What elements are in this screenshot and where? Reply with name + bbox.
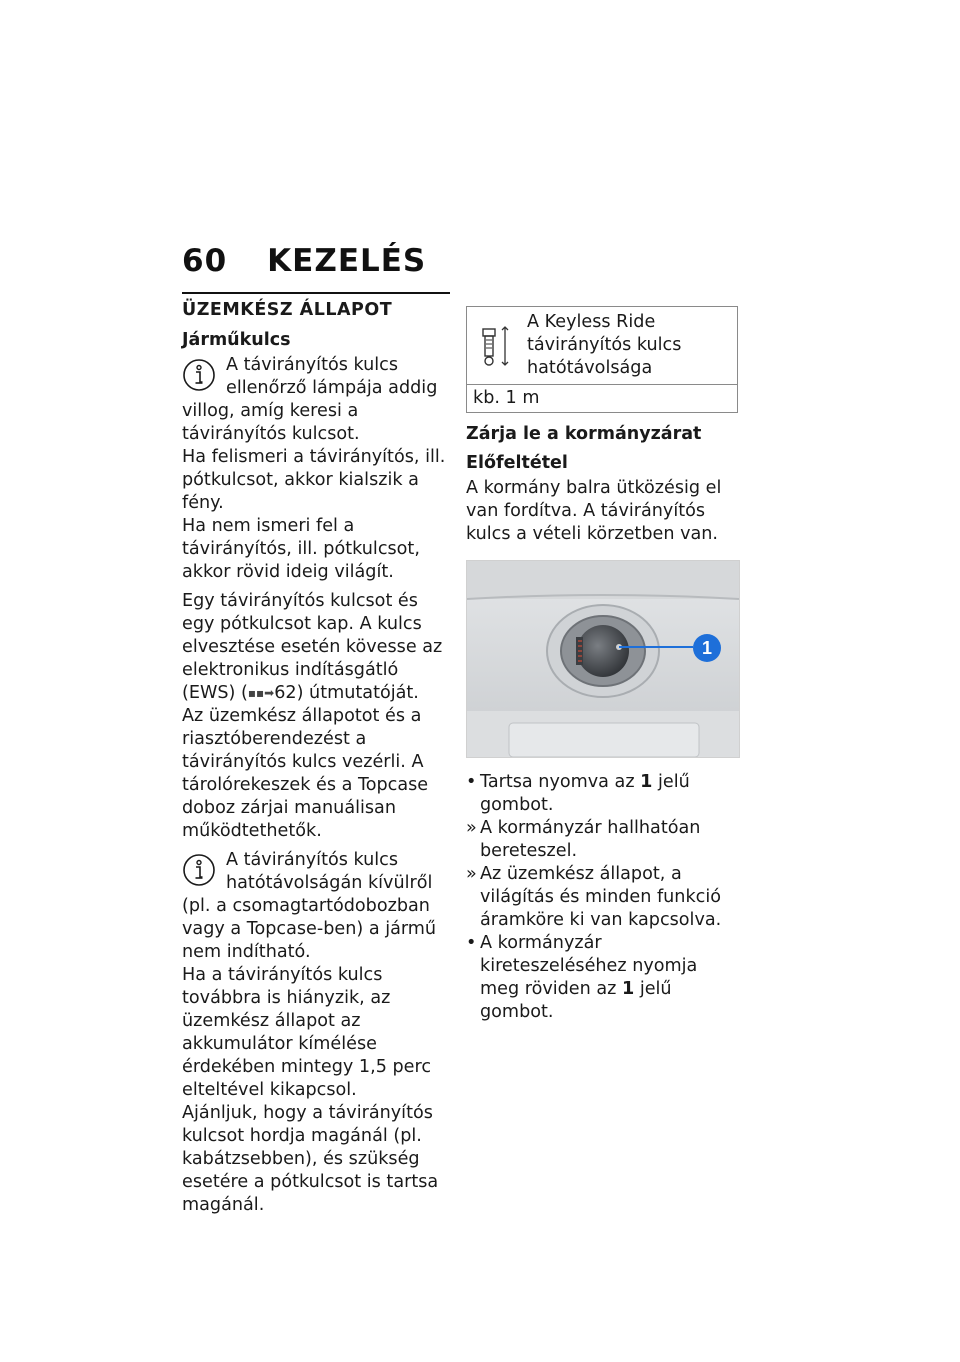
left-column (182, 292, 450, 1217)
paragraph (182, 590, 450, 705)
button-number: 1 (621, 979, 635, 999)
paragraph: Ha felismeri a távirányítós, ill. pótkulcsot, akkor kialszik a fény. (182, 447, 446, 513)
action-step (466, 932, 738, 1024)
section-rule (182, 292, 450, 294)
section-title: ÜZEMKÉSZ ÁLLAPOT (182, 300, 393, 320)
info-icon (182, 853, 216, 887)
paragraph: Az üzemkész állapotot és a riasztóberendezést a távirányítós kulcs vezérli. A tárolórekeszek és a Topcase doboz zárjai manuálisan működtethetők. (182, 706, 429, 841)
paragraph: Ha nem ismeri fel a távirányítós, ill. pótkulcsot, akkor rövid ideig világít. (182, 516, 420, 582)
result-step (466, 863, 738, 932)
note-text: A távirányítós kulcs hatótávolságán kívülről (pl. a csomagtartódobozban vagy a Topcase-ben) a jármű nem indítható. (182, 850, 437, 962)
button-number: 1 (640, 772, 653, 792)
step-marker: • (466, 772, 477, 792)
result-step (466, 817, 738, 863)
step-text: A kormányzár hallhatóan bereteszel. (480, 818, 701, 861)
subsection-title: Járműkulcs (182, 330, 291, 350)
page-reference-arrow-icon: ▪▪➡ (247, 686, 275, 700)
keyless-range-label: A Keyless Ride távirányítós kulcs hatótávolsága (527, 312, 682, 378)
step-text: jelű gombot. (480, 979, 672, 1022)
right-column (466, 296, 738, 1024)
note-text: A távirányítós kulcs ellenőrző lámpája addig villog, amíg keresi a távirányítós kulcsot. (182, 355, 438, 444)
chapter-title: KEZELÉS (267, 243, 427, 279)
step-marker: • (466, 933, 477, 953)
paragraph: Ajánljuk, hogy a távirányítós kulcsot hordja magánál (pl. kabátzsebben), és szükség esetére a pótkulcsot is tartsa magánál. (182, 1103, 439, 1215)
paragraph-text: Egy távirányítós kulcsot és egy pótkulcsot kap. A kulcs elvesztése esetén kövesse az elektronikus indításgátló (EWS) ( (182, 591, 443, 703)
key-range-icon (479, 323, 519, 369)
step-marker: » (466, 818, 477, 838)
page-reference[interactable]: 62 (274, 683, 297, 703)
paragraph: A kormány balra ütközésig el van fordítva. A távirányítós kulcs a vételi körzetben van. (466, 478, 722, 544)
paragraph-text: ) útmutatóját. (296, 683, 419, 703)
section-title: Zárja le a kormányzárat (466, 424, 702, 444)
step-text: A kormányzár kireteszeléséhez nyomja meg röviden az (480, 933, 698, 999)
subsection-title: Előfeltétel (466, 453, 568, 473)
steering-lock-button-figure (466, 560, 740, 758)
step-text: jelű gombot. (480, 772, 690, 815)
info-icon (182, 358, 216, 392)
figure-callout-number: 1 (701, 638, 713, 658)
keyless-range-table (466, 306, 738, 413)
keyless-range-label-row (467, 307, 737, 385)
step-text: Tartsa nyomva az (480, 772, 641, 792)
step-text: Az üzemkész állapot, a világítás és minden funkció áramköre ki van kapcsolva. (480, 864, 722, 930)
info-note (182, 354, 450, 446)
page-header (182, 243, 426, 279)
page-number: 60 (182, 243, 228, 279)
step-marker: » (466, 864, 477, 884)
action-step (466, 771, 738, 817)
instruction-steps (466, 771, 738, 1024)
paragraph: Ha a távirányítós kulcs továbbra is hiányzik, az üzemkész állapot az akkumulátor kímélése érdekében mintegy 1,5 perc elteltével kikapcsol. (182, 965, 432, 1100)
keyless-range-value: kb. 1 m (473, 388, 540, 408)
info-note (182, 849, 450, 964)
